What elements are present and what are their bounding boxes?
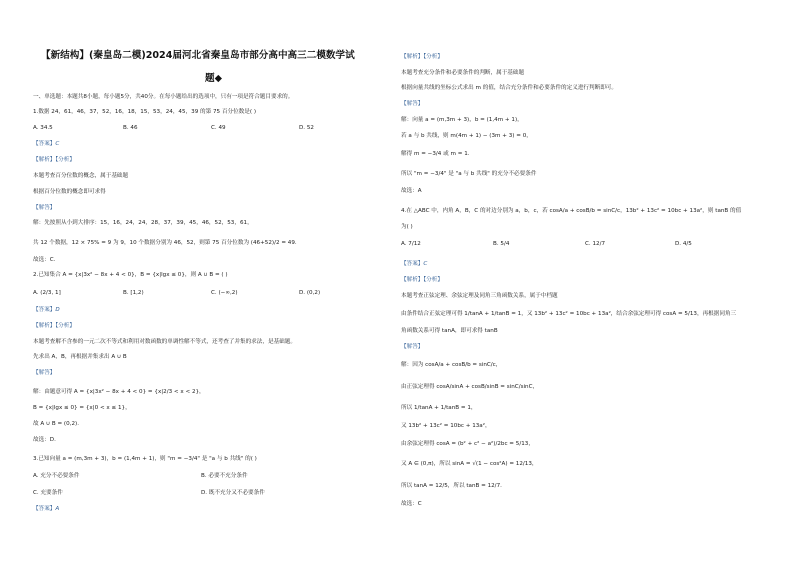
- q1-analysis-line: 本题考查百分位数的概念，属于基础题: [33, 173, 129, 179]
- q1-option-d: D. 52: [299, 125, 314, 131]
- q3-detail-line: 所以 "m = −3/4" 是 "a 与 b 共线" 的充分不必要条件: [401, 171, 537, 177]
- q2-option-a: A. (2/3, 1]: [33, 290, 61, 296]
- q3-answer: [33, 506, 59, 513]
- q1-detail-line: 解：先按照从小到大排序：15，16，24，24，28，37，39，45，46，52，53，61，: [33, 220, 253, 226]
- q4-stem-line2: 为( ): [401, 224, 413, 230]
- q3-analysis-tag: 【解析】【分析】: [401, 54, 443, 60]
- q2-detail-line: 故选：D.: [33, 437, 56, 443]
- q2-option-d: D. (0,2): [299, 290, 321, 296]
- q4-detail-line: 由正弦定理得 cosA/sinA + cosB/sinB = sinC/sinC，: [401, 384, 539, 390]
- q4-detail-line: 所以 1/tanA + 1/tanB = 1，: [401, 405, 477, 411]
- answer-letter: A: [55, 506, 60, 512]
- answer-tag: 【答案】: [33, 307, 56, 313]
- q2-detail-line: 故 A ∪ B = (0,2).: [33, 421, 79, 427]
- q2-detail-line: B = {x|lgx ≤ 0} = {x|0 < x ≤ 1}，: [33, 405, 131, 411]
- q1-detail-line: 故选：C.: [33, 257, 56, 263]
- q3-detail-line: 若 a 与 b 共线，则 m(4m + 1) − (3m + 3) = 0，: [401, 133, 532, 139]
- q2-option-c: C. (−∞,2): [211, 290, 238, 296]
- q4-detail-line: 由余弦定理得 cosA = (b² + c² − a²)/2bc = 5/13，: [401, 441, 534, 447]
- q3-detail-tag: 【解答】: [401, 101, 424, 107]
- q3-option-a: A. 充分不必要条件: [33, 473, 80, 479]
- doc-title-line2: 题◆: [205, 73, 222, 84]
- q2-analysis-line: 本题考查解不含参的一元二次不等式和利用对数函数的单调性解不等式，还考查了并集的求法，是基础题。: [33, 339, 296, 345]
- q2-option-b: B. [1,2): [123, 290, 144, 296]
- q1-option-a: A. 34.5: [33, 125, 53, 131]
- q2-stem: 2.已知集合 A = {x|3x² − 8x + 4 < 0}，B = {x|lgx ≤ 0}，则 A ∪ B = ( ): [33, 272, 228, 278]
- q3-detail-line: 解得 m = −3/4 或 m = 1.: [401, 151, 470, 157]
- q4-detail-line: 又 13b² + 13c² = 10bc + 13a²，: [401, 423, 491, 429]
- answer-tag: 【答案】: [401, 261, 424, 267]
- q1-option-c: C. 49: [211, 125, 226, 131]
- answer-tag: 【答案】: [33, 506, 56, 512]
- q4-stem-line1: 4.在 △ABC 中，内角 A，B，C 的对边分别为 a，b，c，若 cosA/a + cosB/b = sinC/c，13b² + 13c² = 10bc + 13a²，则 tanB 的值: [401, 208, 742, 214]
- q1-answer: [33, 141, 59, 148]
- q3-option-b: B. 必要不充分条件: [201, 473, 248, 479]
- q1-detail-line: 共 12 个数据，12 × 75% = 9 为 9，10 个数据分别为 46，52，则第 75 百分位数为 (46+52)/2 = 49.: [33, 240, 297, 246]
- q3-detail-line: 故选：A: [401, 188, 422, 194]
- q4-detail-line: 故选：C: [401, 501, 422, 507]
- q2-analysis-line: 先求出 A，B，再根据并集求出 A ∪ B: [33, 354, 127, 360]
- q4-analysis-line: 本题考查正弦定理、余弦定理及同角三角函数关系，属于中档题: [401, 293, 558, 299]
- q2-detail-tag: 【解答】: [33, 370, 56, 376]
- q1-detail-tag: 【解答】: [33, 205, 56, 211]
- q2-analysis-tag: 【解析】【分析】: [33, 323, 75, 329]
- q4-analysis-line: 由条件结合正弦定理可得 1/tanA + 1/tanB = 1，又 13b² + 13c² = 10bc + 13a²，结合余弦定理可得 cosA = 5/13，再根据同角三: [401, 311, 737, 317]
- section-heading: 一、单选题：本题共8小题，每小题5分，共40分。在每小题给出的选项中，只有一项是符合题目要求的。: [33, 94, 294, 100]
- q4-analysis-tag: 【解析】【分析】: [401, 277, 443, 283]
- q1-stem: 1.数据 24，61，46，37，52，16，18，15，53，24，45，39 的第 75 百分位数是( ): [33, 109, 256, 115]
- answer-letter: D: [55, 307, 60, 313]
- q1-analysis-line: 根据百分位数的概念即可求得: [33, 189, 106, 195]
- q4-detail-line: 又 A ∈ (0,π)，所以 sinA = √(1 − cos²A) = 12/13，: [401, 461, 538, 467]
- answer-tag: 【答案】: [33, 141, 56, 147]
- q1-analysis-tag: 【解析】【分析】: [33, 157, 75, 163]
- q2-detail-line: 解：由题意可得 A = {x|3x² − 8x + 4 < 0} = {x|2/3 < x < 2}，: [33, 389, 205, 395]
- q3-option-c: C. 充要条件: [33, 490, 63, 496]
- q1-option-b: B. 46: [123, 125, 138, 131]
- q3-analysis-line: 本题考查充分条件和必要条件的判断，属于基础题: [401, 70, 525, 76]
- q3-detail-line: 解：向量 a = (m,3m + 3)，b = (1,4m + 1)，: [401, 117, 523, 123]
- q4-option-b: B. 5/4: [493, 241, 510, 247]
- q3-stem: 3.已知向量 a = (m,3m + 3)，b = (1,4m + 1)，则 "m = −3/4" 是 "a 与 b 共线" 的( ): [33, 456, 257, 462]
- q4-answer: [401, 261, 427, 268]
- q4-option-c: C. 12/7: [585, 241, 606, 247]
- q4-option-d: D. 4/5: [675, 241, 692, 247]
- q4-option-a: A. 7/12: [401, 241, 421, 247]
- q4-analysis-line: 角函数关系可得 tanA，即可求得 tanB: [401, 328, 498, 334]
- doc-title-line1: 【新结构】(秦皇岛二模)2024届河北省秦皇岛市部分高中高三二模数学试: [41, 50, 355, 61]
- q4-detail-line: 解：因为 cosA/a + cosB/b = sinC/c，: [401, 362, 502, 368]
- q3-analysis-line: 根据向量共线的坐标公式求出 m 的值，结合充分条件和必要条件的定义进行判断即可。: [401, 85, 617, 91]
- q2-answer: [33, 307, 60, 314]
- answer-letter: C: [423, 261, 428, 267]
- q3-option-d: D. 既不充分又不必要条件: [201, 490, 265, 496]
- answer-letter: C: [55, 141, 60, 147]
- q4-detail-line: 所以 tanA = 12/5，所以 tanB = 12/7.: [401, 483, 502, 489]
- q4-detail-tag: 【解答】: [401, 344, 424, 350]
